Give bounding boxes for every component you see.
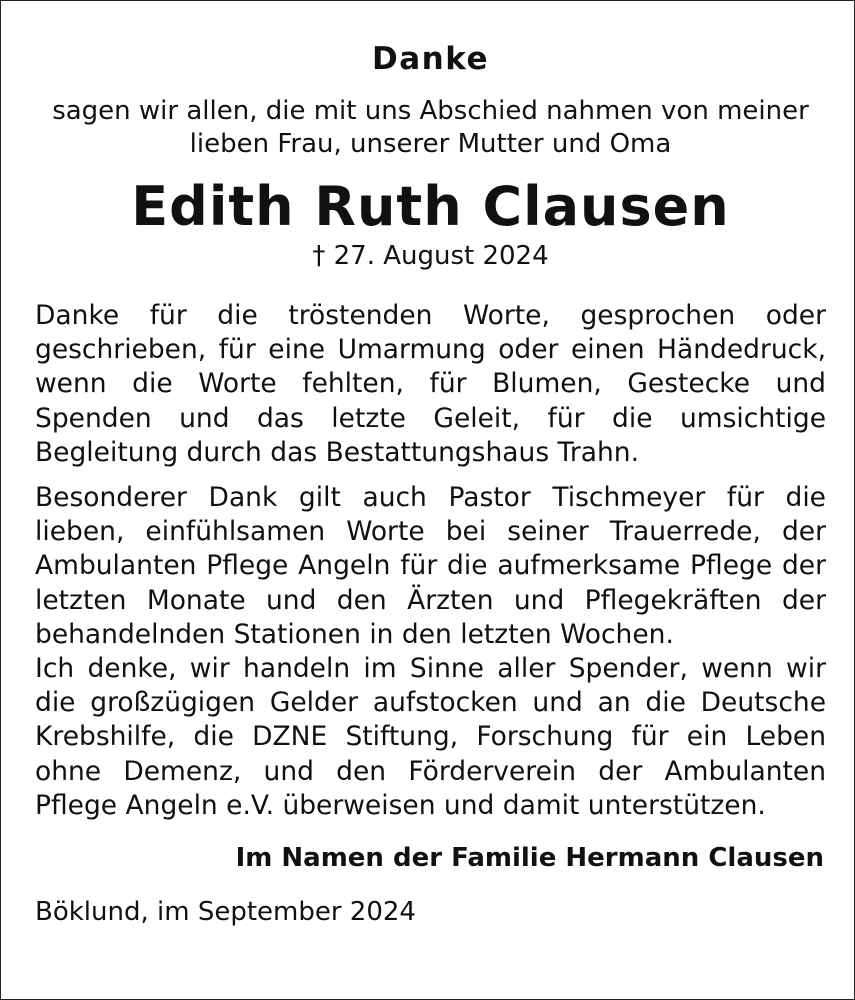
family-signature: Im Namen der Familie Hermann Clausen <box>235 843 824 874</box>
deceased-name: Edith Ruth Clausen <box>131 175 730 238</box>
paragraph-thanks: Danke für die tröstenden Worte, gesprochen oder geschrieben, für eine Umarmung oder einen Händedruck, wenn die Worte fehlten, für Blumen, Gestecke und Spenden und das letzte Geleit, für die umsichtige Begleitung durch das Bestattungshaus Trahn. <box>35 300 826 468</box>
death-date: † 27. August 2024 <box>312 241 549 271</box>
notice-intro: sagen wir allen, die mit uns Abschied nahmen von meiner lieben Frau, unserer Mutter und Oma <box>52 96 809 159</box>
paragraph-special-thanks: Besonderer Dank gilt auch Pastor Tischmeyer für die lieben, einfühlsamen Worte bei seiner Trauerrede, der Ambulanten Pflege Angeln für die aufmerksame Pflege der letzten Monate und den Ärzten und Pflegekräften der behandelnden Stationen in den letzten Wochen. <box>35 482 826 650</box>
paragraph-donations: Ich denke, wir handeln im Sinne aller Spender, wenn wir die großzügigen Gelder aufstocken und an die Deutsche Krebshilfe, die DZNE Stiftung, Forschung für ein Leben ohne Demenz, und den Förderverein der Ambulanten Pflege Angeln e.V. überweisen und damit unterstützen. <box>35 653 826 821</box>
place-and-date: Böklund, im September 2024 <box>35 897 416 928</box>
notice-heading: Danke <box>371 41 490 77</box>
